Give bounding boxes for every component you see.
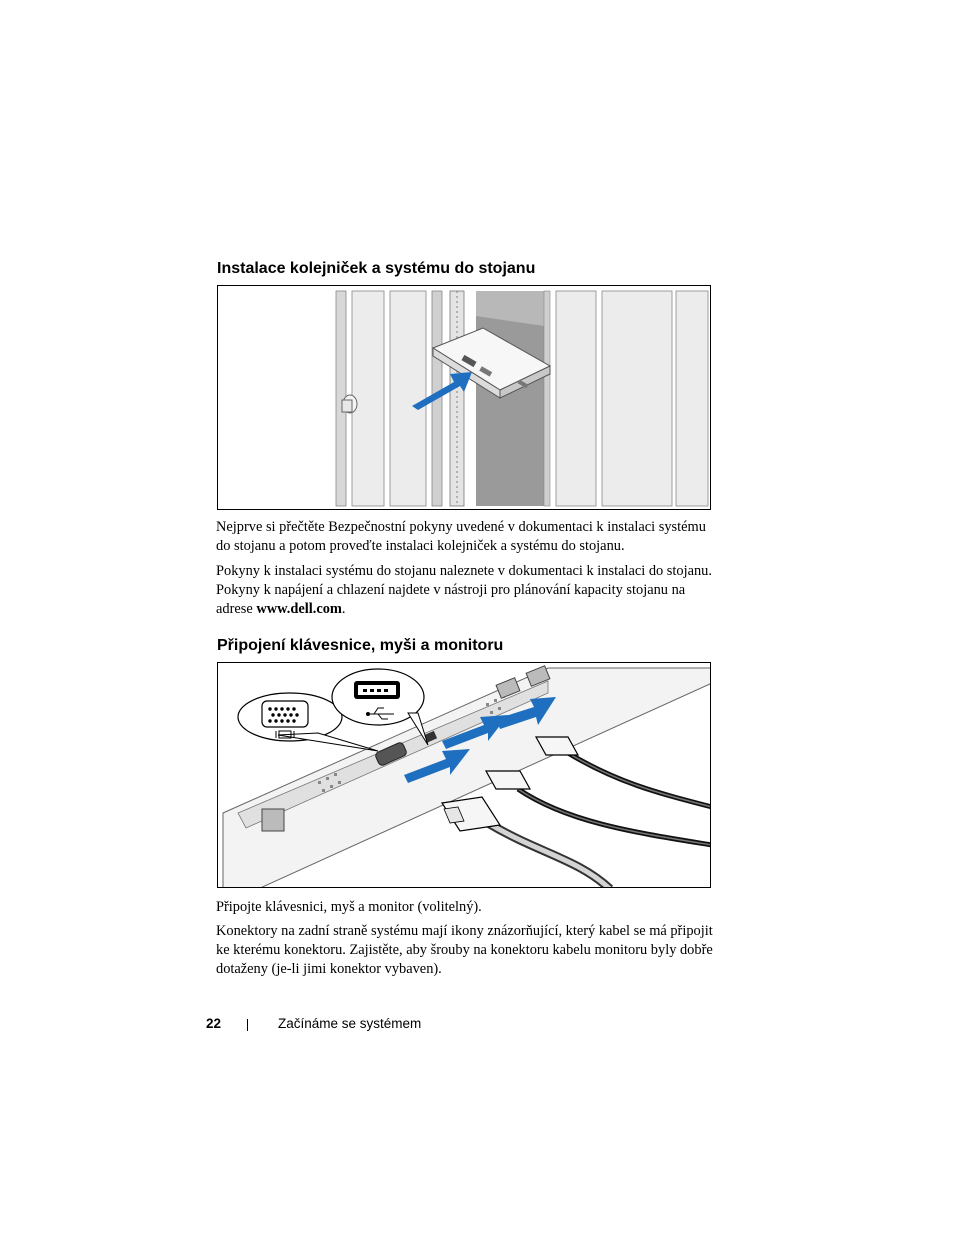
paragraph-read-safety: Nejprve si přečtěte Bezpečnostní pokyny uvedené v dokumentaci k instalaci systému do stojanu a potom proveďte instalaci kolejniček a systému do stojanu. [216,519,706,554]
paragraph-connect-peripherals: Připojte klávesnici, myš a monitor (volitelný). [216,899,482,915]
section-heading-rack-install: Instalace kolejniček a systému do stojanu [217,260,536,277]
page-number: 22 [206,1016,222,1031]
section-heading-peripherals: Připojení klávesnice, myši a monitoru [217,637,504,654]
peripherals-connection-figure [217,662,711,888]
rack-installation-figure [217,285,711,510]
paragraph-rack-instructions-text: Pokyny k instalaci systému do stojanu naleznete v dokumentaci k instalaci do stojanu. Pokyny k napájení a chlazení najdete v nástroji pro plánování kapacity stojanu na adrese [216,563,712,617]
footer-chapter-title: Začínáme se systémem [278,1016,422,1031]
paragraph-rack-instructions [216,562,716,619]
connection-illustration [218,663,711,888]
paragraph-connector-icons: Konektory na zadní straně systému mají ikony znázorňující, který kabel se má připojit ke kterému konektoru. Zajistěte, aby šrouby na konektoru kabelu monitoru byly dobře dotaženy (je-li jimi konektor vybaven). [216,923,713,977]
footer-divider [247,1019,248,1031]
paragraph-rack-instructions-end: . [341,601,346,617]
dell-website-link[interactable]: www.dell.com [256,601,342,617]
rack-illustration [218,286,711,510]
